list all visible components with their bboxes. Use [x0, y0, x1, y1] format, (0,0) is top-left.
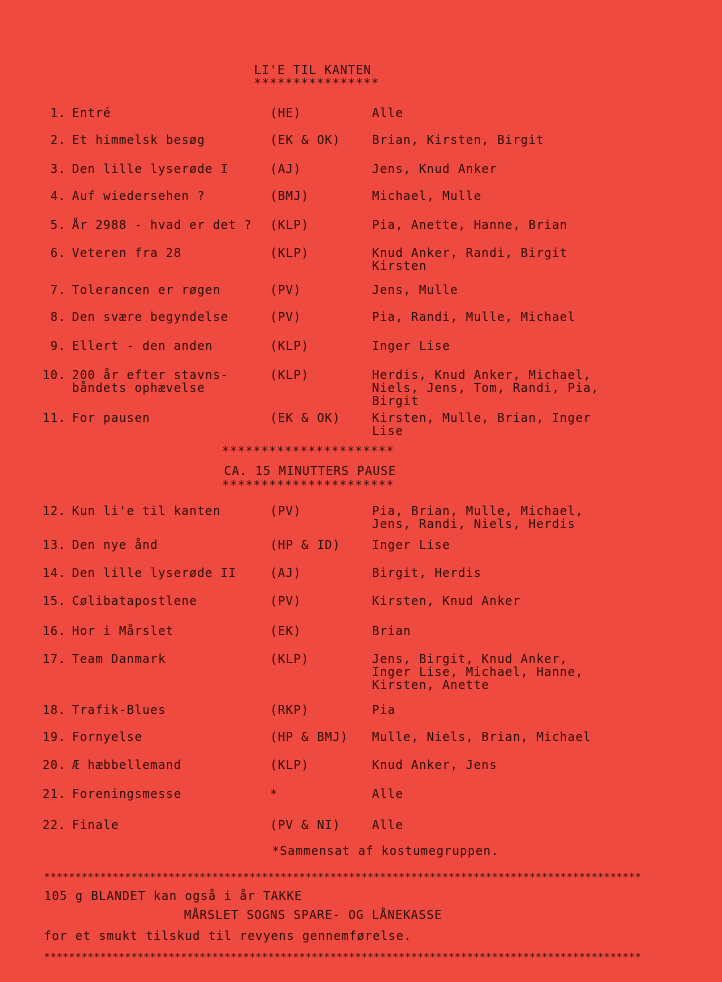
item-title: Foreningsmesse	[72, 787, 182, 801]
item-author-code: (EK & OK)	[270, 411, 341, 425]
pause-stars-top: **********************	[222, 444, 395, 458]
footer-line-3: for et smukt tilskud til revyens gennemførelse.	[44, 929, 412, 943]
item-number: 9.	[50, 339, 66, 353]
item-cast: Birgit	[372, 394, 419, 408]
item-title: Fornyelse	[72, 730, 143, 744]
item-number: 19.	[42, 730, 66, 744]
item-cast: Knud Anker, Randi, Birgit	[372, 246, 568, 260]
item-cast: Jens, Knud Anker	[372, 162, 498, 176]
item-title: Den nye ånd	[72, 538, 159, 552]
item-author-code: (AJ)	[270, 162, 302, 176]
item-title: Cølibatapostlene	[72, 594, 198, 608]
item-title: Æ hæbbellemand	[72, 758, 182, 772]
item-cast: Kirsten	[372, 259, 427, 273]
item-number: 2.	[50, 133, 66, 147]
item-title: Entré	[72, 106, 112, 120]
item-cast: Inger Lise	[372, 339, 451, 353]
item-cast: Brian	[372, 624, 412, 638]
item-title: Veteren fra 28	[72, 246, 182, 260]
item-cast: Pia, Brian, Mulle, Michael,	[372, 504, 584, 518]
item-number: 1.	[50, 106, 66, 120]
item-number: 5.	[50, 218, 66, 232]
item-number: 3.	[50, 162, 66, 176]
item-cast: Pia, Anette, Hanne, Brian	[372, 218, 568, 232]
item-title: Den svære begyndelse	[72, 310, 229, 324]
item-cast: Jens, Mulle	[372, 283, 459, 297]
item-number: 7.	[50, 283, 66, 297]
item-author-code: (KLP)	[270, 246, 310, 260]
item-author-code: (HE)	[270, 106, 302, 120]
item-author-code: (PV)	[270, 310, 302, 324]
item-cast: Jens, Randi, Niels, Herdis	[372, 517, 576, 531]
item-cast: Alle	[372, 106, 404, 120]
item-cast: Mulle, Niels, Brian, Michael	[372, 730, 592, 744]
item-cast: Alle	[372, 787, 404, 801]
item-number: 18.	[42, 703, 66, 717]
item-number: 8.	[50, 310, 66, 324]
item-cast: Brian, Kirsten, Birgit	[372, 133, 545, 147]
item-author-code: (KLP)	[270, 218, 310, 232]
item-cast: Kirsten, Knud Anker	[372, 594, 521, 608]
item-number: 15.	[42, 594, 66, 608]
item-title: 200 år efter stavns-	[72, 368, 229, 382]
item-author-code: *	[270, 787, 278, 801]
item-cast: Alle	[372, 818, 404, 832]
footer-stars-top: ************************************************************************************************	[44, 872, 642, 883]
item-author-code: (EK)	[270, 624, 302, 638]
item-number: 13.	[42, 538, 66, 552]
item-title: Trafik-Blues	[72, 703, 166, 717]
program-title: LI'E TIL KANTEN	[254, 63, 372, 77]
item-cast: Pia, Randi, Mulle, Michael	[372, 310, 576, 324]
item-number: 6.	[50, 246, 66, 260]
item-title: Finale	[72, 818, 119, 832]
item-title: Kun li'e til kanten	[72, 504, 221, 518]
item-number: 16.	[42, 624, 66, 638]
pause-stars-bottom: **********************	[222, 478, 395, 492]
item-number: 17.	[42, 652, 66, 666]
item-number: 4.	[50, 189, 66, 203]
item-author-code: (BMJ)	[270, 189, 310, 203]
item-author-code: (KLP)	[270, 339, 310, 353]
item-cast: Knud Anker, Jens	[372, 758, 498, 772]
item-cast: Jens, Birgit, Knud Anker,	[372, 652, 568, 666]
item-number: 11.	[42, 411, 66, 425]
footer-line-1: 105 g BLANDET kan også i år TAKKE	[44, 889, 303, 903]
costume-note: *Sammensat af kostumegruppen.	[272, 844, 499, 858]
item-title: For pausen	[72, 411, 151, 425]
item-author-code: (KLP)	[270, 758, 310, 772]
item-cast: Michael, Mulle	[372, 189, 482, 203]
item-cast: Birgit, Herdis	[372, 566, 482, 580]
item-title: Team Danmark	[72, 652, 166, 666]
item-title: Ellert - den anden	[72, 339, 213, 353]
pause-label: CA. 15 MINUTTERS PAUSE	[224, 464, 397, 478]
item-title: År 2988 - hvad er det ?	[72, 218, 252, 232]
item-number: 12.	[42, 504, 66, 518]
item-author-code: (PV)	[270, 594, 302, 608]
item-author-code: (KLP)	[270, 368, 310, 382]
item-title: Den lille lyserøde I	[72, 162, 229, 176]
item-number: 22.	[42, 818, 66, 832]
item-title: båndets ophævelse	[72, 381, 206, 395]
item-author-code: (HP & ID)	[270, 538, 341, 552]
footer-line-2: MÅRSLET SOGNS SPARE- OG LÅNEKASSE	[184, 908, 443, 922]
item-title: Auf wiedersehen ?	[72, 189, 206, 203]
item-number: 10.	[42, 368, 66, 382]
item-author-code: (EK & OK)	[270, 133, 341, 147]
item-number: 14.	[42, 566, 66, 580]
item-cast: Kirsten, Anette	[372, 678, 490, 692]
item-number: 20.	[42, 758, 66, 772]
item-title: Tolerancen er røgen	[72, 283, 221, 297]
item-author-code: (AJ)	[270, 566, 302, 580]
item-title: Hor i Mårslet	[72, 624, 174, 638]
item-author-code: (PV)	[270, 504, 302, 518]
item-author-code: (RKP)	[270, 703, 310, 717]
item-cast: Herdis, Knud Anker, Michael,	[372, 368, 592, 382]
item-author-code: (KLP)	[270, 652, 310, 666]
footer-stars-bottom: ************************************************************************************************	[44, 952, 642, 963]
item-cast: Inger Lise	[372, 538, 451, 552]
item-title: Den lille lyserøde II	[72, 566, 237, 580]
item-author-code: (PV & NI)	[270, 818, 341, 832]
item-number: 21.	[42, 787, 66, 801]
item-cast: Niels, Jens, Tom, Randi, Pia,	[372, 381, 599, 395]
item-author-code: (PV)	[270, 283, 302, 297]
item-cast: Kirsten, Mulle, Brian, Inger	[372, 411, 592, 425]
item-cast: Inger Lise, Michael, Hanne,	[372, 665, 584, 679]
item-cast: Pia	[372, 703, 396, 717]
title-underline-stars: ****************	[254, 76, 380, 90]
item-title: Et himmelsk besøg	[72, 133, 206, 147]
item-cast: Lise	[372, 424, 404, 438]
item-author-code: (HP & BMJ)	[270, 730, 349, 744]
